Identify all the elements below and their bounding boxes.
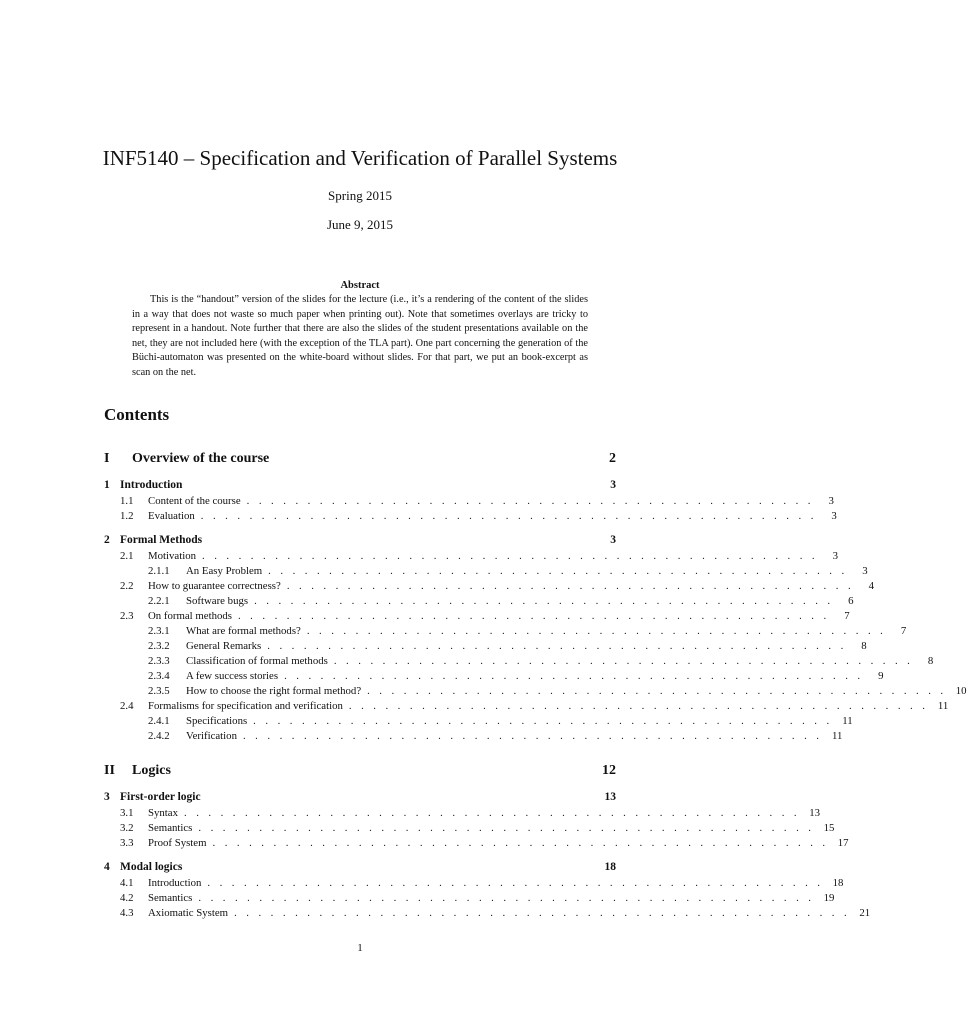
toc-title: Software bugs [186, 595, 249, 607]
toc-leader: . . . . . . . . . . . . . . . . . . . . . . . . . . . . . . . . . . . . . . . . . . . . . . . . [333, 655, 914, 667]
toc-subsection-4-3[interactable] [104, 907, 871, 923]
toc-number: 2.1.1 [148, 565, 170, 577]
toc-title: First-order logic [120, 791, 201, 803]
toc-subsubsection-2-3-1[interactable] [104, 625, 907, 641]
toc-page: 8 [861, 640, 867, 652]
toc-section-1[interactable] [104, 479, 616, 495]
toc-number: 3.2 [120, 822, 134, 834]
toc-part-2[interactable] [104, 763, 616, 779]
toc-leader: . . . . . . . . . . . . . . . . . . . . . . . . . . . . . . . . . . . . . . . . . . . . . . . . [306, 625, 887, 637]
document-term: Spring 2015 [328, 188, 392, 203]
contents-heading: Contents [104, 405, 170, 424]
toc-leader: . . . . . . . . . . . . . . . . . . . . . . . . . . . . . . . . . . . . . . . . . . . . . . . . . . . [200, 510, 817, 522]
toc-title: Semantics [148, 822, 193, 834]
toc-number: 2.3.3 [148, 655, 170, 667]
toc-number: 3.1 [120, 807, 134, 819]
toc-page: 2 [609, 451, 616, 466]
toc-number: 1.2 [120, 510, 134, 522]
toc-number: 2.3.1 [148, 625, 170, 637]
toc-title: Formalisms for specification and verification [148, 700, 343, 712]
toc-subsubsection-2-1-1[interactable] [104, 565, 868, 581]
toc-leader: . . . . . . . . . . . . . . . . . . . . . . . . . . . . . . . . . . . . . . . . . . . . . . . . [254, 595, 834, 607]
toc-title: An Easy Problem [186, 565, 263, 577]
toc-page: 8 [927, 655, 934, 667]
toc-subsubsection-2-2-1[interactable] [104, 595, 854, 611]
toc-leader: . . . . . . . . . . . . . . . . . . . . . . . . . . . . . . . . . . . . . . . . . . . . . . . . [268, 565, 848, 577]
toc-leader: . . . . . . . . . . . . . . . . . . . . . . . . . . . . . . . . . . . . . . . . . . . . . . . . . . . [198, 822, 815, 834]
toc-number: 2.1 [120, 550, 134, 562]
toc-number: 4.1 [120, 877, 134, 889]
toc-subsection-4-2[interactable] [104, 892, 835, 908]
toc-number: 2 [104, 534, 110, 546]
toc-subsection-2-2[interactable] [104, 580, 875, 596]
toc-page: 18 [832, 877, 844, 889]
toc-leader: . . . . . . . . . . . . . . . . . . . . . . . . . . . . . . . . . . . . . . . . . . . . . . . . . . . [212, 837, 829, 849]
toc-leader: . . . . . . . . . . . . . . . . . . . . . . . . . . . . . . . . . . . . . . . . . . . . . . . . [267, 640, 847, 652]
toc-number: 2.3.5 [148, 685, 170, 697]
toc-page: 10 [955, 685, 967, 697]
toc-title: Evaluation [148, 510, 195, 522]
toc-subsection-4-1[interactable] [104, 877, 844, 893]
abstract-heading: Abstract [340, 280, 380, 291]
document-title: INF5140 – Specification and Verification of Parallel Systems [102, 146, 618, 170]
toc-page: 13 [604, 791, 616, 803]
toc-leader: . . . . . . . . . . . . . . . . . . . . . . . . . . . . . . . . . . . . . . . . . . . . . . . . [242, 730, 823, 742]
toc-subsubsection-2-4-2[interactable] [104, 730, 843, 746]
toc-leader: . . . . . . . . . . . . . . . . . . . . . . . . . . . . . . . . . . . . . . . . . . . . . . . [286, 580, 855, 592]
toc-leader: . . . . . . . . . . . . . . . . . . . . . . . . . . . . . . . . . . . . . . . . . . . . . . . . . . . [234, 907, 851, 919]
toc-number: 2.4.2 [148, 730, 170, 742]
toc-number: I [104, 451, 110, 466]
toc-page: 21 [859, 907, 871, 919]
toc-title: Introduction [120, 479, 183, 491]
toc-title: Verification [186, 730, 237, 742]
toc-title: General Remarks [186, 640, 262, 652]
toc-page: 3 [831, 510, 837, 522]
toc-title: Specifications [186, 715, 248, 727]
toc-page: 17 [837, 837, 849, 849]
document-date: June 9, 2015 [326, 217, 394, 232]
toc-subsubsection-2-3-2[interactable] [104, 640, 867, 656]
toc-section-4[interactable] [104, 861, 616, 877]
toc-number: 4.3 [120, 907, 134, 919]
toc-leader: . . . . . . . . . . . . . . . . . . . . . . . . . . . . . . . . . . . . . . . . . . . . . . . . [284, 670, 864, 682]
toc-page: 7 [900, 625, 907, 637]
toc-leader: . . . . . . . . . . . . . . . . . . . . . . . . . . . . . . . . . . . . . . . . . . . . . . . . [348, 700, 929, 712]
toc-subsubsection-2-4-1[interactable] [104, 715, 853, 731]
toc-page: 3 [862, 565, 868, 577]
toc-leader: . . . . . . . . . . . . . . . . . . . . . . . . . . . . . . . . . . . . . . . . . . . . . . . . . . . [202, 550, 819, 562]
page-number: 1 [357, 942, 363, 954]
toc-number: 2.3 [120, 610, 134, 622]
toc-number: 1.1 [120, 495, 134, 507]
toc-page: 3 [832, 550, 839, 562]
toc-number: 2.2.1 [148, 595, 170, 607]
toc-page: 11 [937, 700, 949, 712]
toc-page: 3 [610, 479, 616, 491]
toc-number: 3.3 [120, 837, 134, 849]
toc-page: 9 [878, 670, 884, 682]
toc-title: What are formal methods? [186, 625, 301, 637]
toc-number: 4 [104, 861, 110, 873]
toc-leader: . . . . . . . . . . . . . . . . . . . . . . . . . . . . . . . . . . . . . . . . . . . . . . . . . [237, 610, 830, 622]
toc-title: Modal logics [120, 861, 183, 873]
toc-subsection-1-2[interactable] [104, 510, 837, 526]
toc-title: Logics [132, 763, 171, 778]
toc-title: How to choose the right formal method? [186, 685, 362, 697]
toc-title: How to guarantee correctness? [148, 580, 281, 592]
toc-page: 12 [602, 763, 616, 778]
toc-number: II [104, 763, 115, 778]
toc-subsection-3-2[interactable] [104, 822, 835, 838]
toc-subsubsection-2-3-3[interactable] [104, 655, 934, 671]
toc-title: Syntax [148, 807, 178, 819]
toc-title: Classification of formal methods [186, 655, 328, 667]
toc-subsection-3-3[interactable] [104, 837, 849, 853]
toc-page: 6 [848, 595, 854, 607]
toc-section-3[interactable] [104, 791, 616, 807]
toc-subsubsection-2-3-5[interactable] [104, 685, 967, 701]
toc-number: 4.2 [120, 892, 134, 904]
toc-number: 2.3.2 [148, 640, 170, 652]
toc-section-2[interactable] [104, 534, 616, 550]
toc-page: 11 [842, 715, 853, 727]
toc-title: Axiomatic System [148, 907, 229, 919]
toc-subsection-3-1[interactable] [104, 807, 821, 823]
toc-title: Content of the course [148, 495, 241, 507]
toc-page: 18 [604, 861, 616, 873]
toc-part-1[interactable] [104, 451, 616, 467]
toc-page: 11 [832, 730, 843, 742]
toc-title: Semantics [148, 892, 193, 904]
toc-page: 3 [610, 534, 616, 546]
toc-number: 2.2 [120, 580, 134, 592]
toc-page: 19 [823, 892, 835, 904]
toc-title: Overview of the course [132, 451, 270, 466]
toc-number: 2.3.4 [148, 670, 170, 682]
toc-title: On formal methods [148, 610, 232, 622]
toc-leader: . . . . . . . . . . . . . . . . . . . . . . . . . . . . . . . . . . . . . . . . . . . . . . . . . . . [207, 877, 824, 889]
toc-leader: . . . . . . . . . . . . . . . . . . . . . . . . . . . . . . . . . . . . . . . . . . . . . . . . [367, 685, 947, 697]
abstract-text: This is the “handout” version of the slides for the lecture (i.e., it’s a rendering of the content of the slides in a way that does not waste so much paper when printing out). Note that sometimes overlays are tricky to represent in a handout. Note further that there are also the slides of the student presentations available on the net, they are not included here (with the exception of the TLA part). One part concerning the generation of the Büchi-automaton was presented on the white-board without slides. For that part, we put an book-excerpt as scan on the net. [132, 294, 588, 378]
toc-subsection-2-1[interactable] [104, 550, 839, 566]
toc-subsection-1-1[interactable] [104, 495, 834, 511]
toc-title: Proof System [148, 837, 207, 849]
toc-subsection-2-4[interactable] [104, 700, 949, 716]
toc-number: 2.4.1 [148, 715, 170, 727]
toc-page: 4 [868, 580, 875, 592]
toc-page: 3 [828, 495, 834, 507]
toc-page: 13 [809, 807, 821, 819]
toc-number: 1 [104, 479, 110, 491]
toc-page: 15 [823, 822, 835, 834]
toc-number: 2.4 [120, 700, 134, 712]
toc-leader: . . . . . . . . . . . . . . . . . . . . . . . . . . . . . . . . . . . . . . . . . . . . . . . . [253, 715, 833, 727]
toc-subsubsection-2-3-4[interactable] [104, 670, 884, 686]
toc-subsection-2-3[interactable] [104, 610, 850, 626]
toc-number: 3 [104, 791, 110, 803]
toc-page: 7 [844, 610, 850, 622]
toc-title: Introduction [148, 877, 202, 889]
toc-title: Motivation [148, 550, 196, 562]
toc-title: Formal Methods [120, 534, 203, 546]
toc-leader: . . . . . . . . . . . . . . . . . . . . . . . . . . . . . . . . . . . . . . . . . . . . . . . [246, 495, 814, 507]
toc-title: A few success stories [186, 670, 279, 682]
toc-leader: . . . . . . . . . . . . . . . . . . . . . . . . . . . . . . . . . . . . . . . . . . . . . . . . . . . [184, 807, 801, 819]
toc-leader: . . . . . . . . . . . . . . . . . . . . . . . . . . . . . . . . . . . . . . . . . . . . . . . . . . . [198, 892, 815, 904]
